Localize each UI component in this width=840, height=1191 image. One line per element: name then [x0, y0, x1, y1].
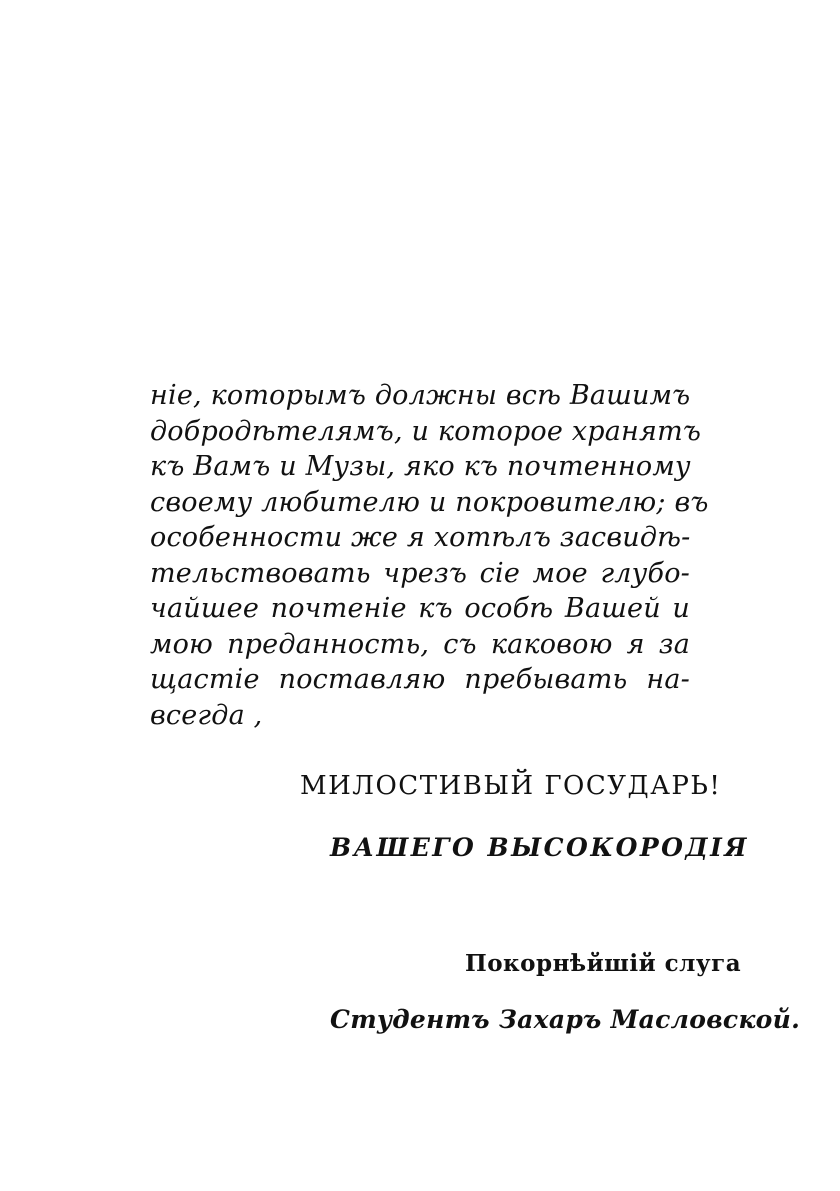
body-line: щастіе поставляю пребывать на- — [150, 664, 690, 695]
body-line: мою преданность, съ каковою я за — [150, 628, 690, 660]
salutation: МИЛОСТИВЫЙ ГОСУДАРЬ! — [300, 771, 722, 801]
closing-phrase: Покорнѣйшій слуга — [465, 950, 742, 977]
body-line: чайшее почтеніе къ особѣ Вашей и — [150, 593, 690, 624]
signature: Студентъ Захаръ Масловской. — [330, 1005, 801, 1034]
body-line: къ Вамъ и Музы, яко къ почтенному — [150, 451, 691, 482]
honorific: ВАШЕГО ВЫСОКОРОДІЯ — [330, 833, 749, 862]
body-line: особенности же я хотѣлъ засвидѣ- — [150, 522, 691, 553]
body-line: ніе, которымъ должны всѣ Вашимъ — [150, 380, 691, 411]
letter-body — [150, 378, 709, 733]
body-line: добродѣтелямъ, и которое хранятъ — [150, 415, 702, 447]
body-line: своему любителю и покровителю; въ — [150, 486, 709, 518]
body-line: всегда , — [150, 699, 263, 731]
body-line: тельствовать чрезъ сіе мое глубо- — [150, 557, 690, 589]
